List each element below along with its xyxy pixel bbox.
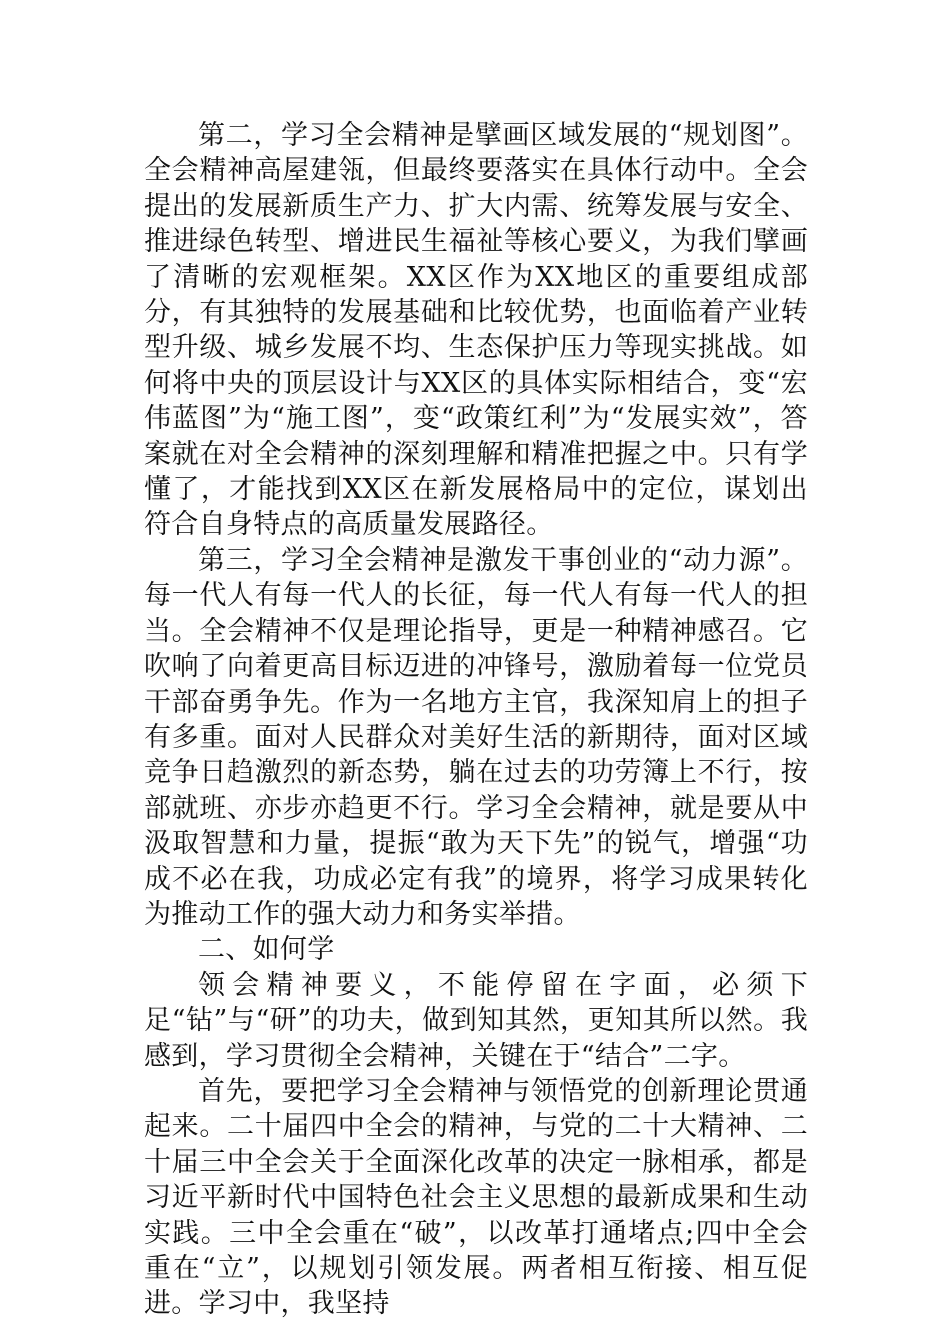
paragraph-second-point: 第二，学习全会精神是擘画区域发展的“规划图”。全会精神高屋建瓴，但最终要落实在具体行动中。全会提出的发展新质生产力、扩大内需、统筹发展与安全、推进绿色转型、增进民生福祉等核心要义，为我们擘画了清晰的宏观框架。XX区作为XX地区的重要组成部分，有其独特的发展基础和比较优势，也面临着产业转型升级、城乡发展不均、生态保护压力等现实挑战。如何将中央的顶层设计与XX区的具体实际相结合，变“宏伟蓝图”为“施工图”，变“政策红利”为“发展实效”，答案就在对全会精神的深刻理解和精准把握之中。只有学懂了，才能找到XX区在新发展格局中的定位，谋划出符合自身特点的高质量发展路径。 [144,120,808,541]
document-page [144,118,808,1322]
section-heading-how-to-learn: 二、如何学 [198,934,335,966]
paragraph-third-point: 第三，学习全会精神是激发干事创业的“动力源”。每一代人有每一代人的长征，每一代人有每一代人的担当。全会精神不仅是理论指导，更是一种精神感召。它吹响了向着更高目标迈进的冲锋号，激励着每一位党员干部奋勇争先。作为一名地方主官，我深知肩上的担子有多重。面对人民群众对美好生活的新期待，面对区域竞争日趋激烈的新态势，躺在过去的功劳簿上不行，按部就班、亦步亦趋更不行。学习全会精神，就是要从中汲取智慧和力量，提振“敢为天下先”的锐气，增强“功成不必在我，功成必定有我”的境界，将学习成果转化为推动工作的强大动力和务实举措。 [144,544,808,930]
paragraph-intro-how-to-learn: 领会精神要义，不能停留在字面，必须下足“钻”与“研”的功夫，做到知其然，更知其所以然。我感到，学习贯彻全会精神，关键在于“结合”二字。 [144,969,808,1072]
paragraph-first-combination: 首先，要把学习全会精神与领悟党的创新理论贯通起来。二十届四中全会的精神，与党的二十大精神、二十届三中全会关于全面深化改革的决定一脉相承，都是习近平新时代中国特色社会主义思想的最新成果和生动实践。三中全会重在“破”，以改革打通堵点;四中全会重在“立”，以规划引领发展。两者相互衔接、相互促进。学习中，我坚持 [144,1075,808,1320]
